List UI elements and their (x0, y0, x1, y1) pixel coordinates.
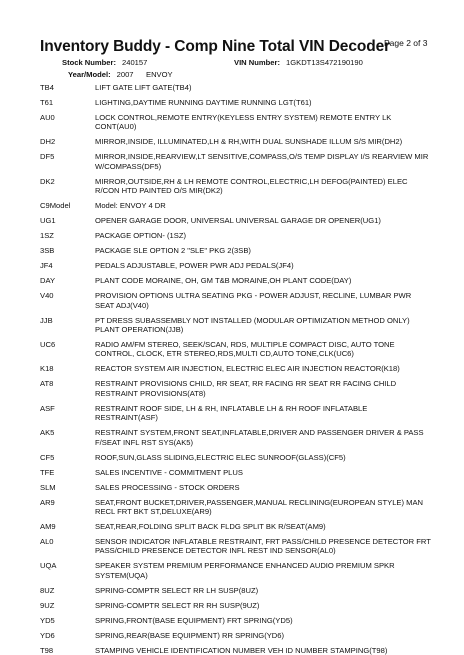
option-code-row (40, 631, 432, 640)
option-code-row (40, 616, 432, 625)
option-description: SENSOR INDICATOR INFLATABLE RESTRAINT, FRT PASS/CHILD PRESENCE DETECTOR FRT PASS/CHILD PRESENCE DETECTOR INFL REST IND SENSOR(AL0) (95, 537, 431, 556)
option-description: MIRROR,INSIDE, ILLUMINATED,LH & RH,WITH DUAL SUNSHADE ILLUM S/S MIR(DH2) (95, 137, 403, 147)
option-description: LOCK CONTROL,REMOTE ENTRY(KEYLESS ENTRY SYSTEM) REMOTE ENTRY LK CONT(AU0) (95, 113, 392, 132)
option-code: AT8 (40, 379, 54, 389)
option-description: MIRROR,INSIDE,REARVIEW,LT SENSITIVE,COMPASS,O/S TEMP DISPLAY I/S REARVIEW MIR W/COMPASS(DF5) (95, 152, 429, 171)
option-description: PEDALS ADJUSTABLE, POWER PWR ADJ PEDALS(JF4) (95, 261, 294, 271)
option-code-row (40, 537, 432, 556)
option-description: STAMPING VEHICLE IDENTIFICATION NUMBER VEH ID NUMBER STAMPING(T98) (95, 645, 388, 655)
option-code: AK5 (40, 428, 55, 438)
option-description: SPRING-COMPTR SELECT RR LH SUSP(8UZ) (95, 585, 259, 595)
option-code: AM9 (40, 522, 56, 532)
option-code-row (40, 83, 432, 92)
option-code: TB4 (40, 83, 54, 92)
option-code: CF5 (40, 452, 55, 462)
option-code-list (40, 83, 432, 655)
year-value: 2007 (116, 70, 134, 79)
option-code: UQA (40, 561, 57, 571)
option-description: PROVISION OPTIONS ULTRA SEATING PKG - POWER ADJUST, RECLINE, LUMBAR PWR SEAT ADJ(V40) (95, 291, 412, 310)
option-code: 3SB (40, 246, 55, 256)
option-description: LIGHTING,DAYTIME RUNNING DAYTIME RUNNING LGT(T61) (95, 98, 312, 107)
stock-number-value: 240157 (122, 58, 148, 67)
option-code-row (40, 404, 432, 423)
option-code-row (40, 216, 432, 225)
option-code: UG1 (40, 216, 56, 226)
option-code: K18 (40, 364, 54, 374)
option-code: AU0 (40, 113, 55, 122)
option-code: 9UZ (40, 600, 55, 610)
option-code: C9Model (40, 201, 71, 211)
option-code-row (40, 201, 432, 210)
option-code-row (40, 646, 432, 655)
option-description: SEAT,REAR,FOLDING SPLIT BACK FLDG SPLIT BK R/SEAT(AM9) (95, 522, 326, 532)
option-description: OPENER GARAGE DOOR, UNIVERSAL UNIVERSAL GARAGE DR OPENER(UG1) (95, 216, 381, 226)
option-description: SALES INCENTIVE - COMMITMENT PLUS (95, 467, 243, 477)
option-description: SEAT,FRONT BUCKET,DRIVER,PASSENGER,MANUAL RECLINING(EUROPEAN STYLE) MAN RECL FRT BKT ST,DELUXE(AR9) (95, 497, 423, 517)
page-number: Page 2 of 3 (384, 38, 428, 48)
option-code-row (40, 137, 432, 146)
stock-number-label: Stock Number: (62, 58, 117, 67)
option-description: LIFT GATE LIFT GATE(TB4) (95, 83, 192, 92)
option-code: T61 (40, 98, 54, 107)
vin-number-label: VIN Number: (234, 58, 280, 67)
option-code-row (40, 522, 432, 531)
option-description: Model: ENVOY 4 DR (95, 201, 166, 211)
page-title: Inventory Buddy - Comp Nine Total VIN Decoder (40, 38, 391, 55)
model-value-wrap (146, 70, 173, 79)
option-description: PLANT CODE MORAINE, OH, GM T&B MORAINE,OH PLANT CODE(DAY) (95, 276, 352, 286)
option-code-row (40, 453, 432, 462)
option-code: 8UZ (40, 585, 55, 595)
option-code: AL0 (40, 537, 54, 547)
option-code: AR9 (40, 497, 55, 507)
option-code-row (40, 428, 432, 447)
option-code-row (40, 276, 432, 285)
option-code: T98 (40, 645, 54, 655)
option-code: DAY (40, 276, 56, 286)
option-code: SLM (40, 482, 56, 492)
option-code-row (40, 177, 432, 196)
option-code-row (40, 316, 432, 335)
option-code-row (40, 261, 432, 270)
option-description: PT DRESS SUBASSEMBLY NOT INSTALLED (MODULAR OPTIMIZATION METHOD ONLY) PLANT OPERATION(JJB) (95, 315, 410, 335)
stock-number (62, 58, 147, 67)
option-code-row (40, 113, 432, 132)
option-code-row (40, 98, 432, 107)
option-description: SALES PROCESSING - STOCK ORDERS (95, 482, 240, 492)
model-value: ENVOY (146, 70, 173, 79)
option-code-row (40, 379, 432, 398)
option-code-row (40, 601, 432, 610)
option-description: SPRING-COMPTR SELECT RR RH SUSP(9UZ) (95, 600, 260, 610)
option-code: 1SZ (40, 231, 54, 241)
option-code-row (40, 483, 432, 492)
option-code-row (40, 364, 432, 373)
option-code-row (40, 498, 432, 517)
option-description: RADIO AM/FM STEREO, SEEK/SCAN, RDS, MULTIPLE COMPACT DISC, AUTO TONE CONTROL, CLOCK, ETR STEREO,RDS,MULTI CD,AUTO TONE,CLK(UC6) (95, 340, 395, 359)
option-code: TFE (40, 467, 55, 477)
option-description: ROOF,SUN,GLASS SLIDING,ELECTRIC ELEC SUNROOF(GLASS)(CF5) (95, 452, 346, 462)
option-code: YD5 (40, 615, 55, 625)
option-code: DK2 (40, 176, 55, 186)
option-description: RESTRAINT PROVISIONS CHILD, RR SEAT, RR FACING RR SEAT RR FACING CHILD RESTRAINT PROVISIONS(AT8) (95, 379, 397, 398)
option-code: JF4 (40, 261, 53, 271)
option-code-row (40, 586, 432, 595)
option-description: MIRROR,OUTSIDE,RH & LH REMOTE CONTROL,ELECTRIC,LH DEFOG(PAINTED) ELEC R/CON HTD PAINTED O/S MIR(DK2) (95, 176, 408, 196)
option-description: RESTRAINT ROOF SIDE, LH & RH, INFLATABLE LH & RH ROOF INFLATABLE RESTRAINT(ASF) (95, 403, 368, 423)
option-code-row (40, 561, 432, 580)
year-model (68, 70, 134, 79)
option-description: SPRING,REAR(BASE EQUIPMENT) RR SPRING(YD6) (95, 630, 285, 640)
option-description: PACKAGE SLE OPTION 2 "SLE" PKG 2(3SB) (95, 246, 251, 256)
option-code: DH2 (40, 137, 56, 147)
option-code: YD6 (40, 630, 55, 640)
option-description: REACTOR SYSTEM AIR INJECTION, ELECTRIC ELEC AIR INJECTION REACTOR(K18) (95, 364, 400, 374)
option-description: PACKAGE OPTION- (1SZ) (95, 231, 186, 241)
option-code: JJB (40, 315, 53, 325)
option-code: ASF (40, 403, 55, 413)
option-description: SPRING,FRONT(BASE EQUIPMENT) FRT SPRING(YD5) (95, 615, 293, 625)
option-code-row (40, 340, 432, 359)
option-code: DF5 (40, 152, 55, 162)
year-model-label: Year/Model: (68, 70, 111, 79)
option-code-row (40, 231, 432, 240)
option-description: SPEAKER SYSTEM PREMIUM PERFORMANCE ENHANCED AUDIO PREMIUM SPKR SYSTEM(UQA) (95, 561, 395, 580)
option-code-row (40, 152, 432, 171)
option-description: RESTRAINT SYSTEM,FRONT SEAT,INFLATABLE,DRIVER AND PASSENGER DRIVER & PASS F/SEAT INFL RST SYS(AK5) (95, 428, 424, 447)
option-code: UC6 (40, 340, 56, 350)
option-code-row (40, 468, 432, 477)
vin-number-value: 1GKDT13S472190190 (286, 58, 363, 67)
option-code: V40 (40, 291, 54, 301)
vin-number (234, 58, 363, 67)
option-code-row (40, 246, 432, 255)
option-code-row (40, 291, 432, 310)
